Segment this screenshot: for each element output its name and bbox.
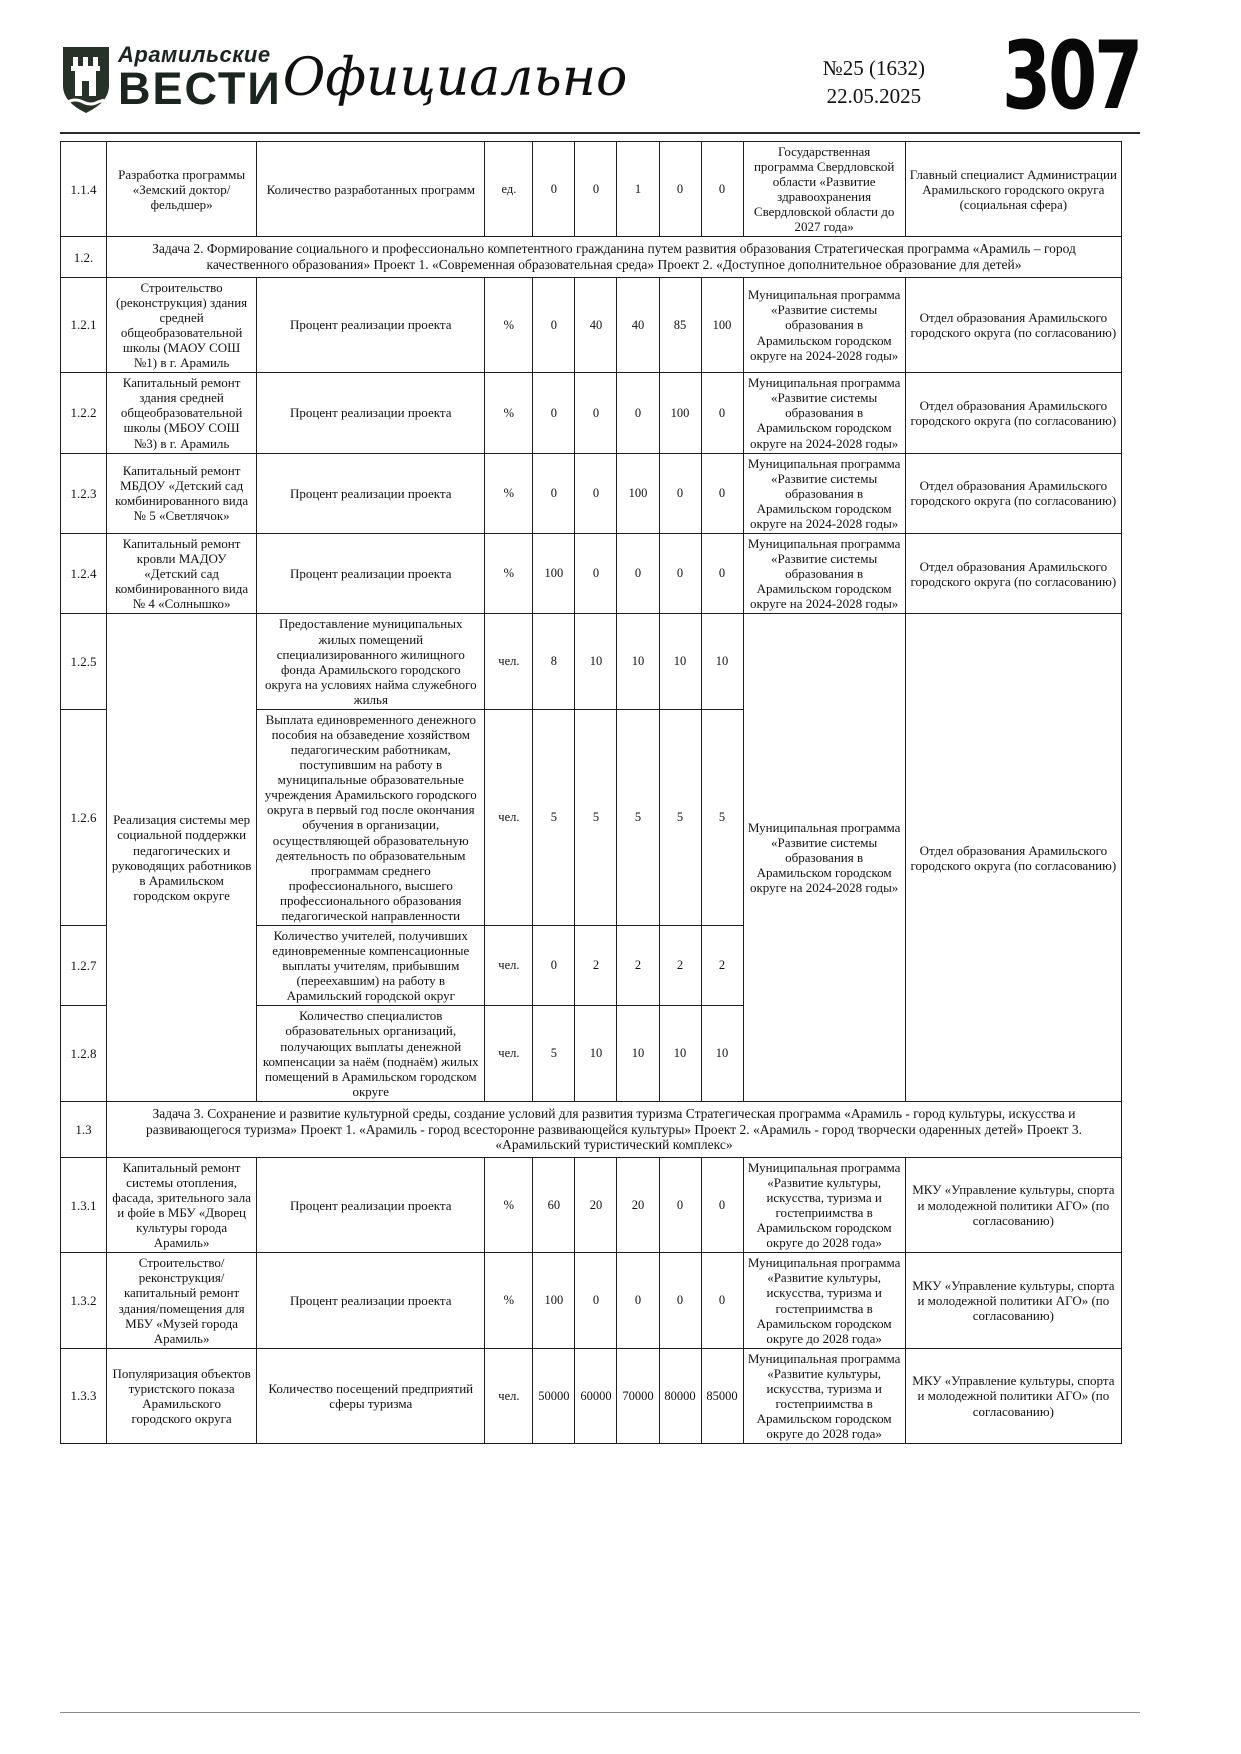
object-name-cell: Капитальный ремонт здания средней общеобразовательной школы (МБОУ СОШ №3) в г. Арамиль bbox=[107, 373, 257, 453]
value-cell: 20 bbox=[575, 1157, 617, 1252]
value-cell: 85000 bbox=[701, 1348, 743, 1443]
page-header bbox=[60, 22, 1140, 136]
value-cell: 0 bbox=[575, 453, 617, 533]
row-number-cell: 1.2.6 bbox=[61, 709, 107, 925]
unit-cell: чел. bbox=[485, 1348, 533, 1443]
indicator-cell: Процент реализации проекта bbox=[257, 373, 485, 453]
value-cell: 10 bbox=[575, 1006, 617, 1101]
indicator-row bbox=[61, 1348, 1122, 1443]
issue-date: 22.05.2025 bbox=[826, 84, 922, 109]
value-cell: 0 bbox=[659, 142, 701, 237]
value-cell: 2 bbox=[701, 925, 743, 1005]
value-cell: 5 bbox=[533, 709, 575, 925]
indicator-cell: Количество разработанных программ bbox=[257, 142, 485, 237]
indicator-row bbox=[61, 373, 1122, 453]
section-title: Официально bbox=[282, 48, 628, 108]
value-cell: 10 bbox=[701, 1006, 743, 1101]
row-number-cell: 1.2.7 bbox=[61, 925, 107, 1005]
value-cell: 0 bbox=[701, 453, 743, 533]
issue-number: №25 (1632) bbox=[822, 56, 925, 80]
row-number-cell: 1.3.3 bbox=[61, 1348, 107, 1443]
responsible-cell: МКУ «Управление культуры, спорта и молодежной политики АГО» (по согласованию) bbox=[905, 1253, 1121, 1348]
responsible-cell: Отдел образования Арамильского городского округа (по согласованию) bbox=[905, 614, 1121, 1101]
indicator-cell: Количество специалистов образовательных организаций, получающих выплаты денежной компенсации за наём (поднаём) жилых помещений в Арамильском городском округе bbox=[257, 1006, 485, 1101]
row-number-cell: 1.2.3 bbox=[61, 453, 107, 533]
indicator-row bbox=[61, 1157, 1122, 1252]
unit-cell: чел. bbox=[485, 1006, 533, 1101]
value-cell: 0 bbox=[575, 142, 617, 237]
value-cell: 5 bbox=[617, 709, 659, 925]
indicator-row bbox=[61, 277, 1122, 372]
value-cell: 2 bbox=[617, 925, 659, 1005]
coat-of-arms-graphic bbox=[60, 44, 112, 116]
task-row bbox=[61, 237, 1122, 277]
task-text-cell: Задача 3. Сохранение и развитие культурной среды, создание условий для развития туризма Стратегическая программа «Арамиль - город культуры, искусства и развивающегося туризма» Проект 1. «Арамиль - город всесторонне развивающейся культуры» Проект 2. «Арамиль - город творчески одаренных детей» Проект 3. «Арамильский туристический комплекс» bbox=[107, 1101, 1122, 1157]
value-cell: 8 bbox=[533, 614, 575, 709]
value-cell: 10 bbox=[575, 614, 617, 709]
row-number-cell: 1.3.1 bbox=[61, 1157, 107, 1252]
responsible-cell: Отдел образования Арамильского городского округа (по согласованию) bbox=[905, 453, 1121, 533]
value-cell: 0 bbox=[617, 534, 659, 614]
row-number-cell: 1.3.2 bbox=[61, 1253, 107, 1348]
program-cell: Муниципальная программа «Развитие культуры, искусства, туризма и гостеприимства в Арамильском городском округе до 2028 года» bbox=[743, 1348, 905, 1443]
indicator-row bbox=[61, 142, 1122, 237]
value-cell: 0 bbox=[533, 453, 575, 533]
object-name-cell: Строительство/реконструкция/капитальный ремонт здания/помещения для МБУ «Музей города Арамиль» bbox=[107, 1253, 257, 1348]
row-number-cell: 1.1.4 bbox=[61, 142, 107, 237]
indicator-cell: Процент реализации проекта bbox=[257, 1253, 485, 1348]
value-cell: 5 bbox=[533, 1006, 575, 1101]
value-cell: 0 bbox=[701, 142, 743, 237]
unit-cell: чел. bbox=[485, 709, 533, 925]
value-cell: 0 bbox=[533, 142, 575, 237]
value-cell: 85 bbox=[659, 277, 701, 372]
indicators-table-body bbox=[61, 142, 1122, 1444]
row-number-cell: 1.2.8 bbox=[61, 1006, 107, 1101]
object-name-cell: Реализация системы мер социальной поддержки педагогических и руководящих работников в Арамильском городском округе bbox=[107, 614, 257, 1101]
task-text-cell: Задача 2. Формирование социального и профессионально компетентного гражданина путем развития образования Стратегическая программа «Арамиль – город качественного образования» Проект 1. «Современная образовательная среда» Проект 2. «Доступное дополнительное образование для детей» bbox=[107, 237, 1122, 277]
value-cell: 80000 bbox=[659, 1348, 701, 1443]
indicator-row bbox=[61, 1253, 1122, 1348]
value-cell: 70000 bbox=[617, 1348, 659, 1443]
value-cell: 40 bbox=[617, 277, 659, 372]
indicator-row bbox=[61, 614, 1122, 709]
page-number: 307 bbox=[1001, 22, 1140, 131]
indicator-row bbox=[61, 453, 1122, 533]
responsible-cell: МКУ «Управление культуры, спорта и молодежной политики АГО» (по согласованию) bbox=[905, 1348, 1121, 1443]
value-cell: 10 bbox=[617, 1006, 659, 1101]
value-cell: 10 bbox=[617, 614, 659, 709]
newspaper-emblem-icon bbox=[60, 44, 112, 116]
row-number-cell: 1.2.1 bbox=[61, 277, 107, 372]
value-cell: 5 bbox=[659, 709, 701, 925]
value-cell: 60000 bbox=[575, 1348, 617, 1443]
row-number-cell: 1.2.4 bbox=[61, 534, 107, 614]
value-cell: 0 bbox=[575, 534, 617, 614]
task-row bbox=[61, 1101, 1122, 1157]
indicator-cell: Количество посещений предприятий сферы туризма bbox=[257, 1348, 485, 1443]
value-cell: 5 bbox=[575, 709, 617, 925]
object-name-cell: Капитальный ремонт МБДОУ «Детский сад комбинированного вида № 5 «Светлячок» bbox=[107, 453, 257, 533]
unit-cell: % bbox=[485, 534, 533, 614]
issue-info bbox=[823, 54, 925, 111]
object-name-cell: Капитальный ремонт кровли МАДОУ «Детский сад комбинированного вида № 4 «Солнышко» bbox=[107, 534, 257, 614]
value-cell: 0 bbox=[659, 1157, 701, 1252]
indicator-cell: Процент реализации проекта bbox=[257, 534, 485, 614]
row-number-cell: 1.2. bbox=[61, 237, 107, 277]
indicator-cell: Предоставление муниципальных жилых помещений специализированного жилищного фонда Арамильского городского округа на условиях найма служебного жилья bbox=[257, 614, 485, 709]
value-cell: 10 bbox=[659, 614, 701, 709]
responsible-cell: МКУ «Управление культуры, спорта и молодежной политики АГО» (по согласованию) bbox=[905, 1157, 1121, 1252]
row-number-cell: 1.2.5 bbox=[61, 614, 107, 709]
indicator-cell: Процент реализации проекта bbox=[257, 1157, 485, 1252]
object-name-cell: Строительство (реконструкция) здания средней общеобразовательной школы (МАОУ СОШ №1) в г. Арамиль bbox=[107, 277, 257, 372]
responsible-cell: Отдел образования Арамильского городского округа (по согласованию) bbox=[905, 277, 1121, 372]
value-cell: 50000 bbox=[533, 1348, 575, 1443]
value-cell: 0 bbox=[701, 1157, 743, 1252]
value-cell: 100 bbox=[617, 453, 659, 533]
indicator-cell: Процент реализации проекта bbox=[257, 453, 485, 533]
value-cell: 0 bbox=[701, 534, 743, 614]
indicators-table bbox=[60, 141, 1122, 1444]
value-cell: 40 bbox=[575, 277, 617, 372]
footer-divider bbox=[60, 1712, 1140, 1713]
unit-cell: % bbox=[485, 277, 533, 372]
value-cell: 100 bbox=[533, 534, 575, 614]
program-cell: Муниципальная программа «Развитие системы образования в Арамильском городском округе на 2024-2028 годы» bbox=[743, 534, 905, 614]
newspaper-name-top: Арамильские bbox=[118, 42, 271, 67]
program-cell: Муниципальная программа «Развитие системы образования в Арамильском городском округе на 2024-2028 годы» bbox=[743, 373, 905, 453]
unit-cell: чел. bbox=[485, 614, 533, 709]
unit-cell: % bbox=[485, 453, 533, 533]
object-name-cell: Разработка программы «Земский доктор/фельдшер» bbox=[107, 142, 257, 237]
program-cell: Муниципальная программа «Развитие системы образования в Арамильском городском округе на 2024-2028 годы» bbox=[743, 277, 905, 372]
value-cell: 0 bbox=[575, 1253, 617, 1348]
value-cell: 20 bbox=[617, 1157, 659, 1252]
program-cell: Муниципальная программа «Развитие культуры, искусства, туризма и гостеприимства в Арамильском городском округе до 2028 года» bbox=[743, 1157, 905, 1252]
value-cell: 10 bbox=[659, 1006, 701, 1101]
header-divider bbox=[60, 132, 1140, 134]
value-cell: 5 bbox=[701, 709, 743, 925]
unit-cell: % bbox=[485, 1253, 533, 1348]
indicator-row bbox=[61, 534, 1122, 614]
newspaper-name: ВЕСТИ bbox=[118, 63, 282, 114]
unit-cell: чел. bbox=[485, 925, 533, 1005]
value-cell: 100 bbox=[659, 373, 701, 453]
value-cell: 10 bbox=[701, 614, 743, 709]
value-cell: 0 bbox=[533, 373, 575, 453]
program-cell: Государственная программа Свердловской области «Развитие здравоохранения Свердловской области до 2027 года» bbox=[743, 142, 905, 237]
program-cell: Муниципальная программа «Развитие системы образования в Арамильском городском округе на 2024-2028 годы» bbox=[743, 453, 905, 533]
object-name-cell: Популяризация объектов туристского показа Арамильского городского округа bbox=[107, 1348, 257, 1443]
unit-cell: ед. bbox=[485, 142, 533, 237]
value-cell: 0 bbox=[575, 373, 617, 453]
object-name-cell: Капитальный ремонт системы отопления, фасада, зрительного зала и фойе в МБУ «Дворец культуры города Арамиль» bbox=[107, 1157, 257, 1252]
value-cell: 100 bbox=[701, 277, 743, 372]
value-cell: 0 bbox=[617, 373, 659, 453]
indicator-cell: Процент реализации проекта bbox=[257, 277, 485, 372]
row-number-cell: 1.3 bbox=[61, 1101, 107, 1157]
responsible-cell: Отдел образования Арамильского городского округа (по согласованию) bbox=[905, 534, 1121, 614]
value-cell: 100 bbox=[533, 1253, 575, 1348]
value-cell: 0 bbox=[701, 1253, 743, 1348]
row-number-cell: 1.2.2 bbox=[61, 373, 107, 453]
value-cell: 0 bbox=[701, 373, 743, 453]
indicator-cell: Выплата единовременного денежного пособия на обзаведение хозяйством педагогическим работникам, поступившим на работу в муниципальные образовательные учреждения Арамильского городского округа в первый год после окончания обучения в организации, осуществляющей образовательную деятельность по образовательным программам среднего профессионального, высшего профессионального образования педагогической направленности bbox=[257, 709, 485, 925]
indicator-cell: Количество учителей, получивших единовременные компенсационные выплаты учителям, прибывшим (переехавшим) на работу в Арамильский городской округ bbox=[257, 925, 485, 1005]
value-cell: 0 bbox=[659, 534, 701, 614]
unit-cell: % bbox=[485, 1157, 533, 1252]
value-cell: 0 bbox=[659, 453, 701, 533]
responsible-cell: Главный специалист Администрации Арамильского городского округа (социальная сфера) bbox=[905, 142, 1121, 237]
unit-cell: % bbox=[485, 373, 533, 453]
value-cell: 60 bbox=[533, 1157, 575, 1252]
value-cell: 0 bbox=[617, 1253, 659, 1348]
program-cell: Муниципальная программа «Развитие системы образования в Арамильском городском округе на 2024-2028 годы» bbox=[743, 614, 905, 1101]
responsible-cell: Отдел образования Арамильского городского округа (по согласованию) bbox=[905, 373, 1121, 453]
value-cell: 0 bbox=[659, 1253, 701, 1348]
value-cell: 2 bbox=[575, 925, 617, 1005]
value-cell: 0 bbox=[533, 277, 575, 372]
program-cell: Муниципальная программа «Развитие культуры, искусства, туризма и гостеприимства в Арамильском городском округе до 2028 года» bbox=[743, 1253, 905, 1348]
value-cell: 1 bbox=[617, 142, 659, 237]
value-cell: 2 bbox=[659, 925, 701, 1005]
value-cell: 0 bbox=[533, 925, 575, 1005]
